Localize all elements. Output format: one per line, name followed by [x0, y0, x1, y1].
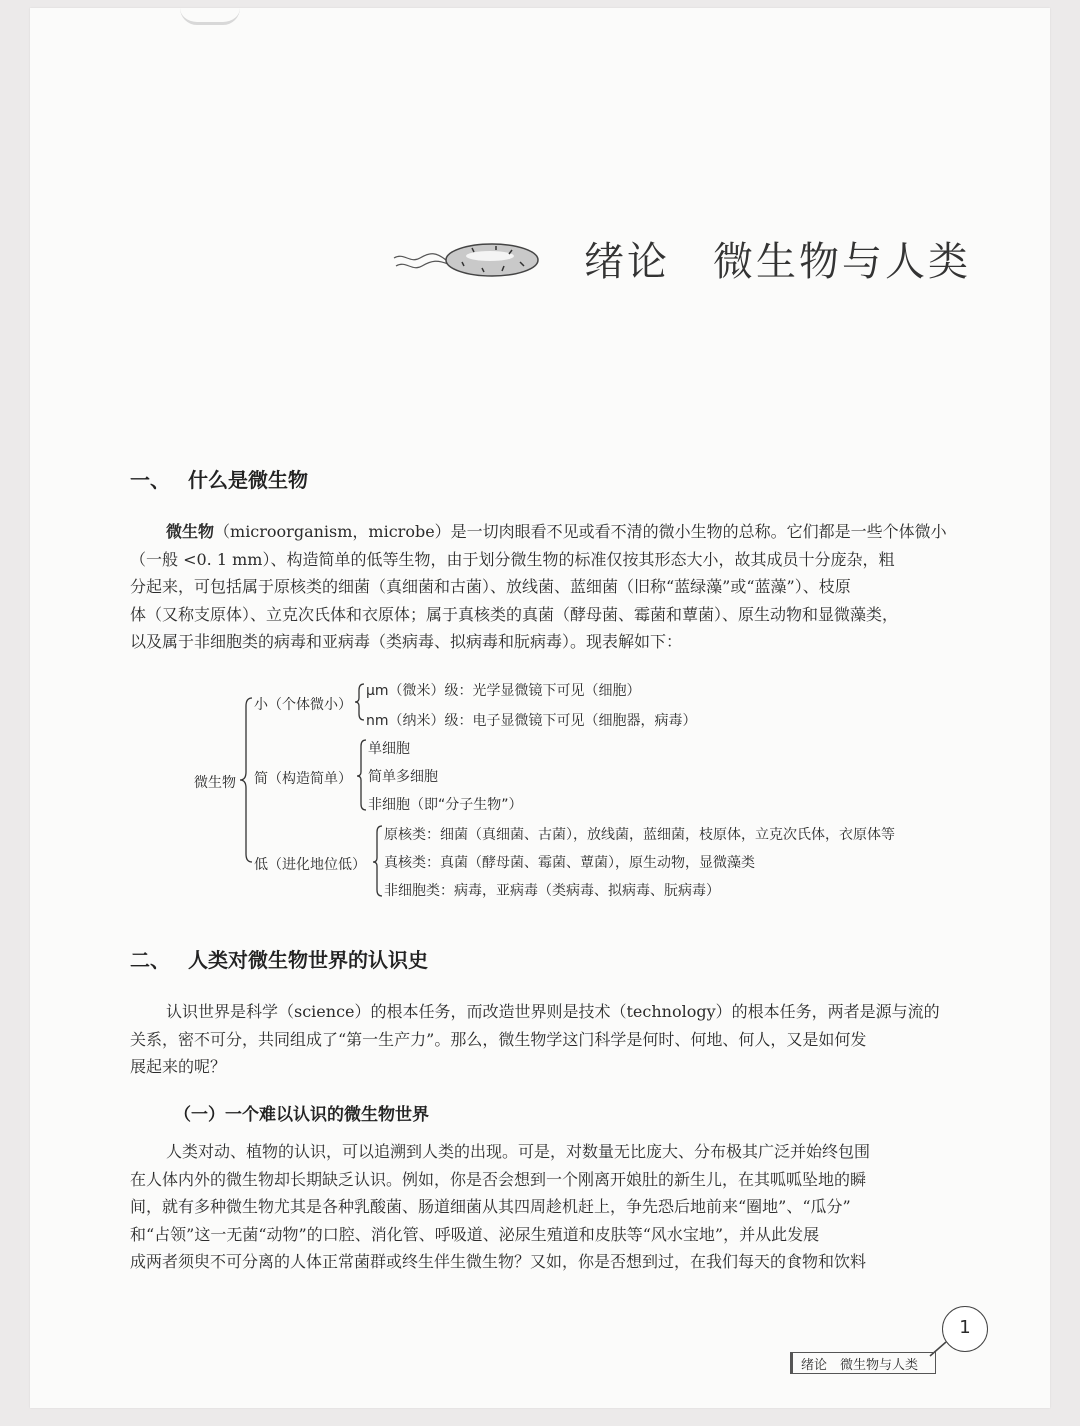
branch-item: 原核类：细菌（真细菌、古菌），放线菌，蓝细菌，枝原体，立克次氏体，衣原体等 [384, 827, 895, 843]
chapter-title: 绪论 微生物与人类 [584, 239, 971, 285]
paragraph-line: 人类对动、植物的认识，可以追溯到人类的出现。可是，对数量无比庞大、分布极其广泛并始终包围 [166, 1142, 871, 1161]
paragraph-line: 在人体内外的微生物却长期缺乏认识。例如，你是否会想到一个刚离开娘肚的新生儿，在其呱呱坠地的瞬 [130, 1169, 867, 1189]
paragraph-line: 以及属于非细胞类的病毒和亚病毒（类病毒、拟病毒和朊病毒）。现表解如下： [130, 632, 683, 651]
branch-label-low: 低（进化地位低） [254, 857, 366, 873]
paragraph-line: 体（又称支原体）、立克次氏体和衣原体；属于真核类的真菌（酵母菌、霉菌和蕈菌）、原生动物和显微藻类， [130, 604, 899, 624]
subsection-paragraph [130, 1138, 992, 1276]
bacterium-illustration [392, 236, 542, 284]
book-page [30, 8, 1050, 1408]
section-2-heading [130, 944, 428, 973]
branch-item: μm（微米）级：光学显微镜下可见（细胞） [366, 683, 641, 699]
term-english: （microorganism，microbe） [214, 522, 451, 541]
running-footer-text: 绪论 微生物与人类 [801, 1358, 919, 1373]
branch-item: 真核类：真菌（酵母菌、霉菌、蕈菌），原生动物，显微藻类 [384, 855, 755, 871]
brace-simple [357, 740, 366, 810]
scan-smudge [180, 8, 240, 25]
branch-label-small: 小（个体微小） [254, 697, 352, 713]
paragraph-line: 展起来的呢？ [130, 1057, 227, 1076]
brace-small [355, 684, 364, 720]
section-2-title: 人类对微生物世界的认识史 [188, 948, 428, 972]
paragraph-line: 关系，密不可分，共同组成了“第一生产力”。那么，微生物学这门科学是何时、何地、何人，又是如何发 [130, 1029, 867, 1049]
brace-low [373, 826, 382, 896]
section-2-number: 二、 [130, 948, 170, 972]
running-footer [790, 1352, 936, 1374]
section-1-heading [130, 464, 308, 493]
root-brace [240, 698, 252, 862]
branch-item: 非细胞类：病毒，亚病毒（类病毒、拟病毒、朊病毒） [384, 883, 720, 899]
diagram-root: 微生物 [194, 775, 236, 791]
paragraph-line: 认识世界是科学（science）的根本任务，而改造世界则是技术（technology）的根本任务，两者是源与流的 [166, 1002, 940, 1021]
paragraph-line: 间，就有多种微生物尤其是各种乳酸菌、肠道细菌从其四周趁机赶上，争先恐后地前来“圈地”、“瓜分” [130, 1197, 851, 1216]
section-1-paragraph [130, 518, 992, 656]
branch-item: 非细胞（即“分子生物”） [368, 797, 523, 813]
paragraph-line: （一般 <0. 1 mm）、构造简单的低等生物，由于划分微生物的标准仅按其形态大小，故其成员十分庞杂，粗 [130, 549, 895, 569]
paragraph-line: 成两者须臾不可分离的人体正常菌群或终生伴生微生物？又如，你是否想到过，在我们每天的食物和饮料 [130, 1252, 867, 1271]
term-microorganism: 微生物 [166, 522, 215, 541]
section-1-number: 一、 [130, 468, 170, 492]
paragraph-line: 和“占领”这一无菌“动物”的口腔、消化管、呼吸道、泌尿生殖道和皮肤等“风水宝地”，并从此发展 [130, 1224, 820, 1244]
page-number: 1 [959, 1317, 971, 1338]
branch-item: 单细胞 [368, 741, 410, 757]
paragraph-line: 分起来，可包括属于原核类的细菌（真细菌和古菌）、放线菌、蓝细菌（旧称“蓝绿藻”或“蓝藻”）、枝原 [130, 577, 851, 596]
branch-label-simple: 简（构造简单） [254, 771, 352, 787]
section-1-title: 什么是微生物 [188, 468, 308, 492]
paragraph-line: 微生物（microorganism，microbe）是一切肉眼看不见或看不清的微小生物的总称。它们都是一些个体微小 [166, 522, 947, 541]
chapter-header [392, 230, 1022, 290]
classification-diagram [160, 676, 1020, 908]
subsection-heading: （一）一个难以认识的微生物世界 [174, 1105, 429, 1125]
branch-item: 简单多细胞 [368, 769, 438, 785]
section-2-intro-paragraph [130, 998, 992, 1081]
page-number-badge [942, 1306, 988, 1352]
branch-item: nm（纳米）级：电子显微镜下可见（细胞器，病毒） [366, 713, 697, 729]
